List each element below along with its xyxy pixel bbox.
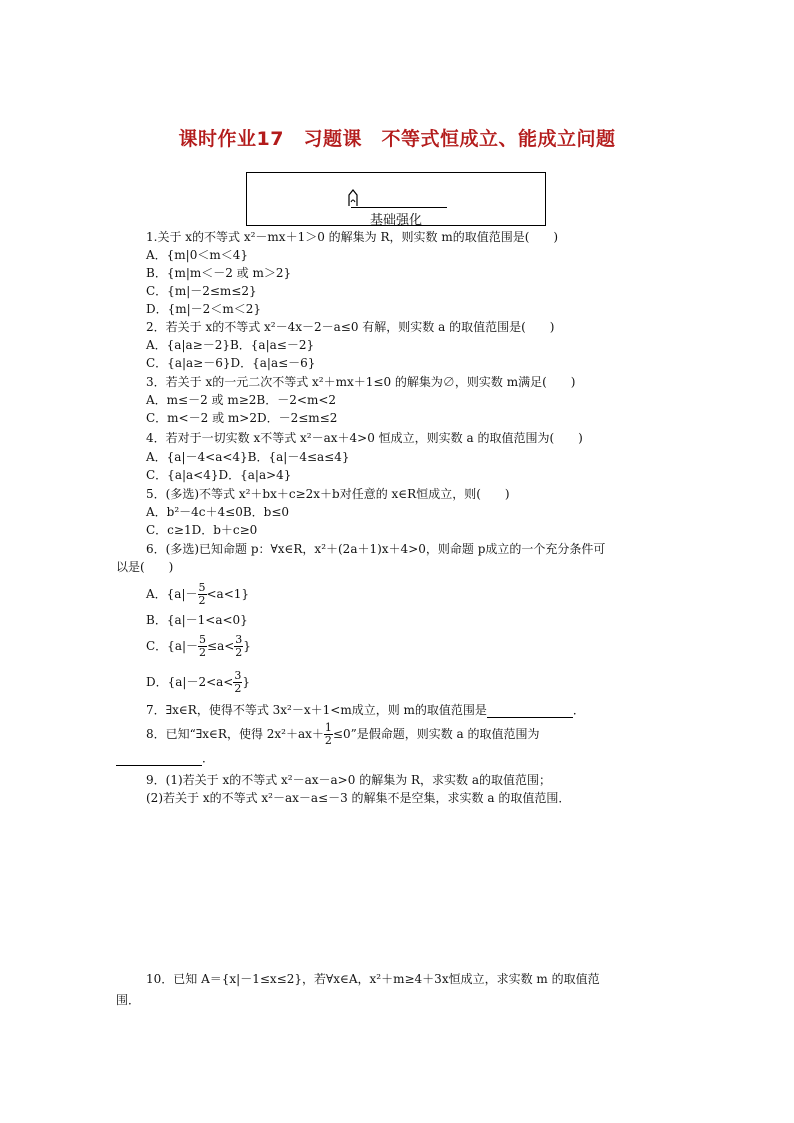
question-8-post: ≤0”是假命题，则实数 a 的取值范围为 <box>332 727 540 741</box>
frac-den: 2 <box>235 646 243 659</box>
question-5-options-cd: C．c≥1D．b＋c≥0 <box>146 523 258 537</box>
question-2-stem: 2．若关于 x的不等式 x²－4x－2－a≤0 有解，则实数 a 的取值范围是( ) <box>146 320 555 334</box>
fraction <box>233 670 242 695</box>
question-1-option-a: A．{m|0＜m＜4} <box>146 248 249 262</box>
question-8 <box>146 722 540 747</box>
frac-num: 1 <box>324 721 332 734</box>
frac-num: 5 <box>199 633 207 646</box>
question-6-option-a <box>146 582 249 607</box>
frac-num: 5 <box>198 581 206 594</box>
answer-blank[interactable] <box>116 753 202 766</box>
answer-blank[interactable] <box>487 705 573 718</box>
question-9-part-2: (2)若关于 x的不等式 x²－ax－a≤－3 的解集不是空集，求实数 a 的取值范围． <box>146 791 571 805</box>
fraction <box>324 722 333 747</box>
question-1-option-d: D．{m|－2＜m＜2} <box>146 302 261 316</box>
question-7 <box>146 703 585 718</box>
option-c-mid: ≤a< <box>207 639 235 653</box>
question-4-options-cd: C．{a|a<4}D．{a|a>4} <box>146 468 292 482</box>
question-8-cont <box>116 751 214 766</box>
question-6-option-b: B．{a|－1<a<0} <box>146 613 248 627</box>
question-1-stem: 1.关于 x的不等式 x²－mx＋1＞0 的解集为 R，则实数 m的取值范围是( ) <box>146 230 559 244</box>
option-c-prefix: C．{a|－ <box>146 639 199 653</box>
question-3-options-cd: C．m<－2 或 m>2D．－2≤m≤2 <box>146 411 338 425</box>
option-a-prefix: A．{a|－ <box>146 587 198 601</box>
question-9-part-1: 9．(1)若关于 x的不等式 x²－ax－a>0 的解集为 R，求实数 a的取值范围； <box>146 773 552 787</box>
frac-den: 2 <box>199 646 207 659</box>
section-rule <box>351 207 447 208</box>
section-label: 基础强化 <box>369 213 422 228</box>
question-8-pre: 8．已知“∃x∈R，使得 2x²＋ax＋ <box>146 727 324 741</box>
question-4-options-ab: A．{a|－4<a<4}B．{a|－4≤a≤4} <box>146 450 350 464</box>
option-a-suffix: <a<1} <box>206 587 250 601</box>
option-d-prefix: D．{a|－2<a< <box>146 675 234 689</box>
question-5-options-ab: A．b²－4c＋4≤0B．b≤0 <box>146 505 290 519</box>
question-3-stem: 3．若关于 x的一元二次不等式 x²＋mx＋1≤0 的解集为∅，则实数 m满足( ) <box>146 375 576 389</box>
question-3-options-ab: A．m≤－2 或 m≥2B．－2<m<2 <box>146 393 337 407</box>
frac-den: 2 <box>234 682 242 695</box>
question-6-option-c <box>146 634 251 659</box>
question-1-option-c: C．{m|－2≤m≤2} <box>146 284 257 298</box>
section-header-box <box>246 172 546 226</box>
question-8-end: ． <box>202 751 215 765</box>
question-6-stem-cont: 以是( ) <box>116 560 174 574</box>
frac-den: 2 <box>324 734 332 747</box>
fraction <box>234 634 243 659</box>
frac-num: 3 <box>234 669 242 682</box>
fraction <box>198 582 207 607</box>
option-c-suffix: } <box>243 639 251 653</box>
question-6-option-d <box>146 670 250 695</box>
frac-den: 2 <box>198 594 206 607</box>
question-2-options-ab: A．{a|a≥－2}B．{a|a≤－2} <box>146 338 315 352</box>
question-10-stem-cont: 围． <box>116 993 141 1007</box>
question-4-stem: 4．若对于一切实数 x不等式 x²－ax＋4>0 恒成立，则实数 a 的取值范围为( ) <box>146 431 583 445</box>
question-1-option-b: B．{m|m＜－2 或 m＞2} <box>146 266 292 280</box>
question-2-options-cd: C．{a|a≥－6}D．{a|a≤－6} <box>146 356 316 370</box>
question-7-end: ． <box>572 703 585 717</box>
frac-num: 3 <box>235 633 243 646</box>
question-7-stem: 7．∃x∈R，使得不等式 3x²－x＋1<m成立，则 m的取值范围是 <box>146 703 487 717</box>
question-5-stem: 5．(多选)不等式 x²＋bx＋c≥2x＋b对任意的 x∈R恒成立，则( ) <box>146 487 510 501</box>
question-6-stem: 6．(多选)已知命题 p：∀x∈R，x²＋(2a＋1)x＋4>0，则命题 p成立的一个充分条件可 <box>146 542 606 556</box>
question-10-stem: 10．已知 A＝{x|－1≤x≤2}，若∀x∈A，x²＋m≥4＋3x恒成立，求实数 m 的取值范 <box>146 972 600 986</box>
page-title: 课时作业17 习题课 不等式恒成立、能成立问题 <box>178 128 616 150</box>
option-d-suffix: } <box>242 675 250 689</box>
fraction <box>198 634 207 659</box>
